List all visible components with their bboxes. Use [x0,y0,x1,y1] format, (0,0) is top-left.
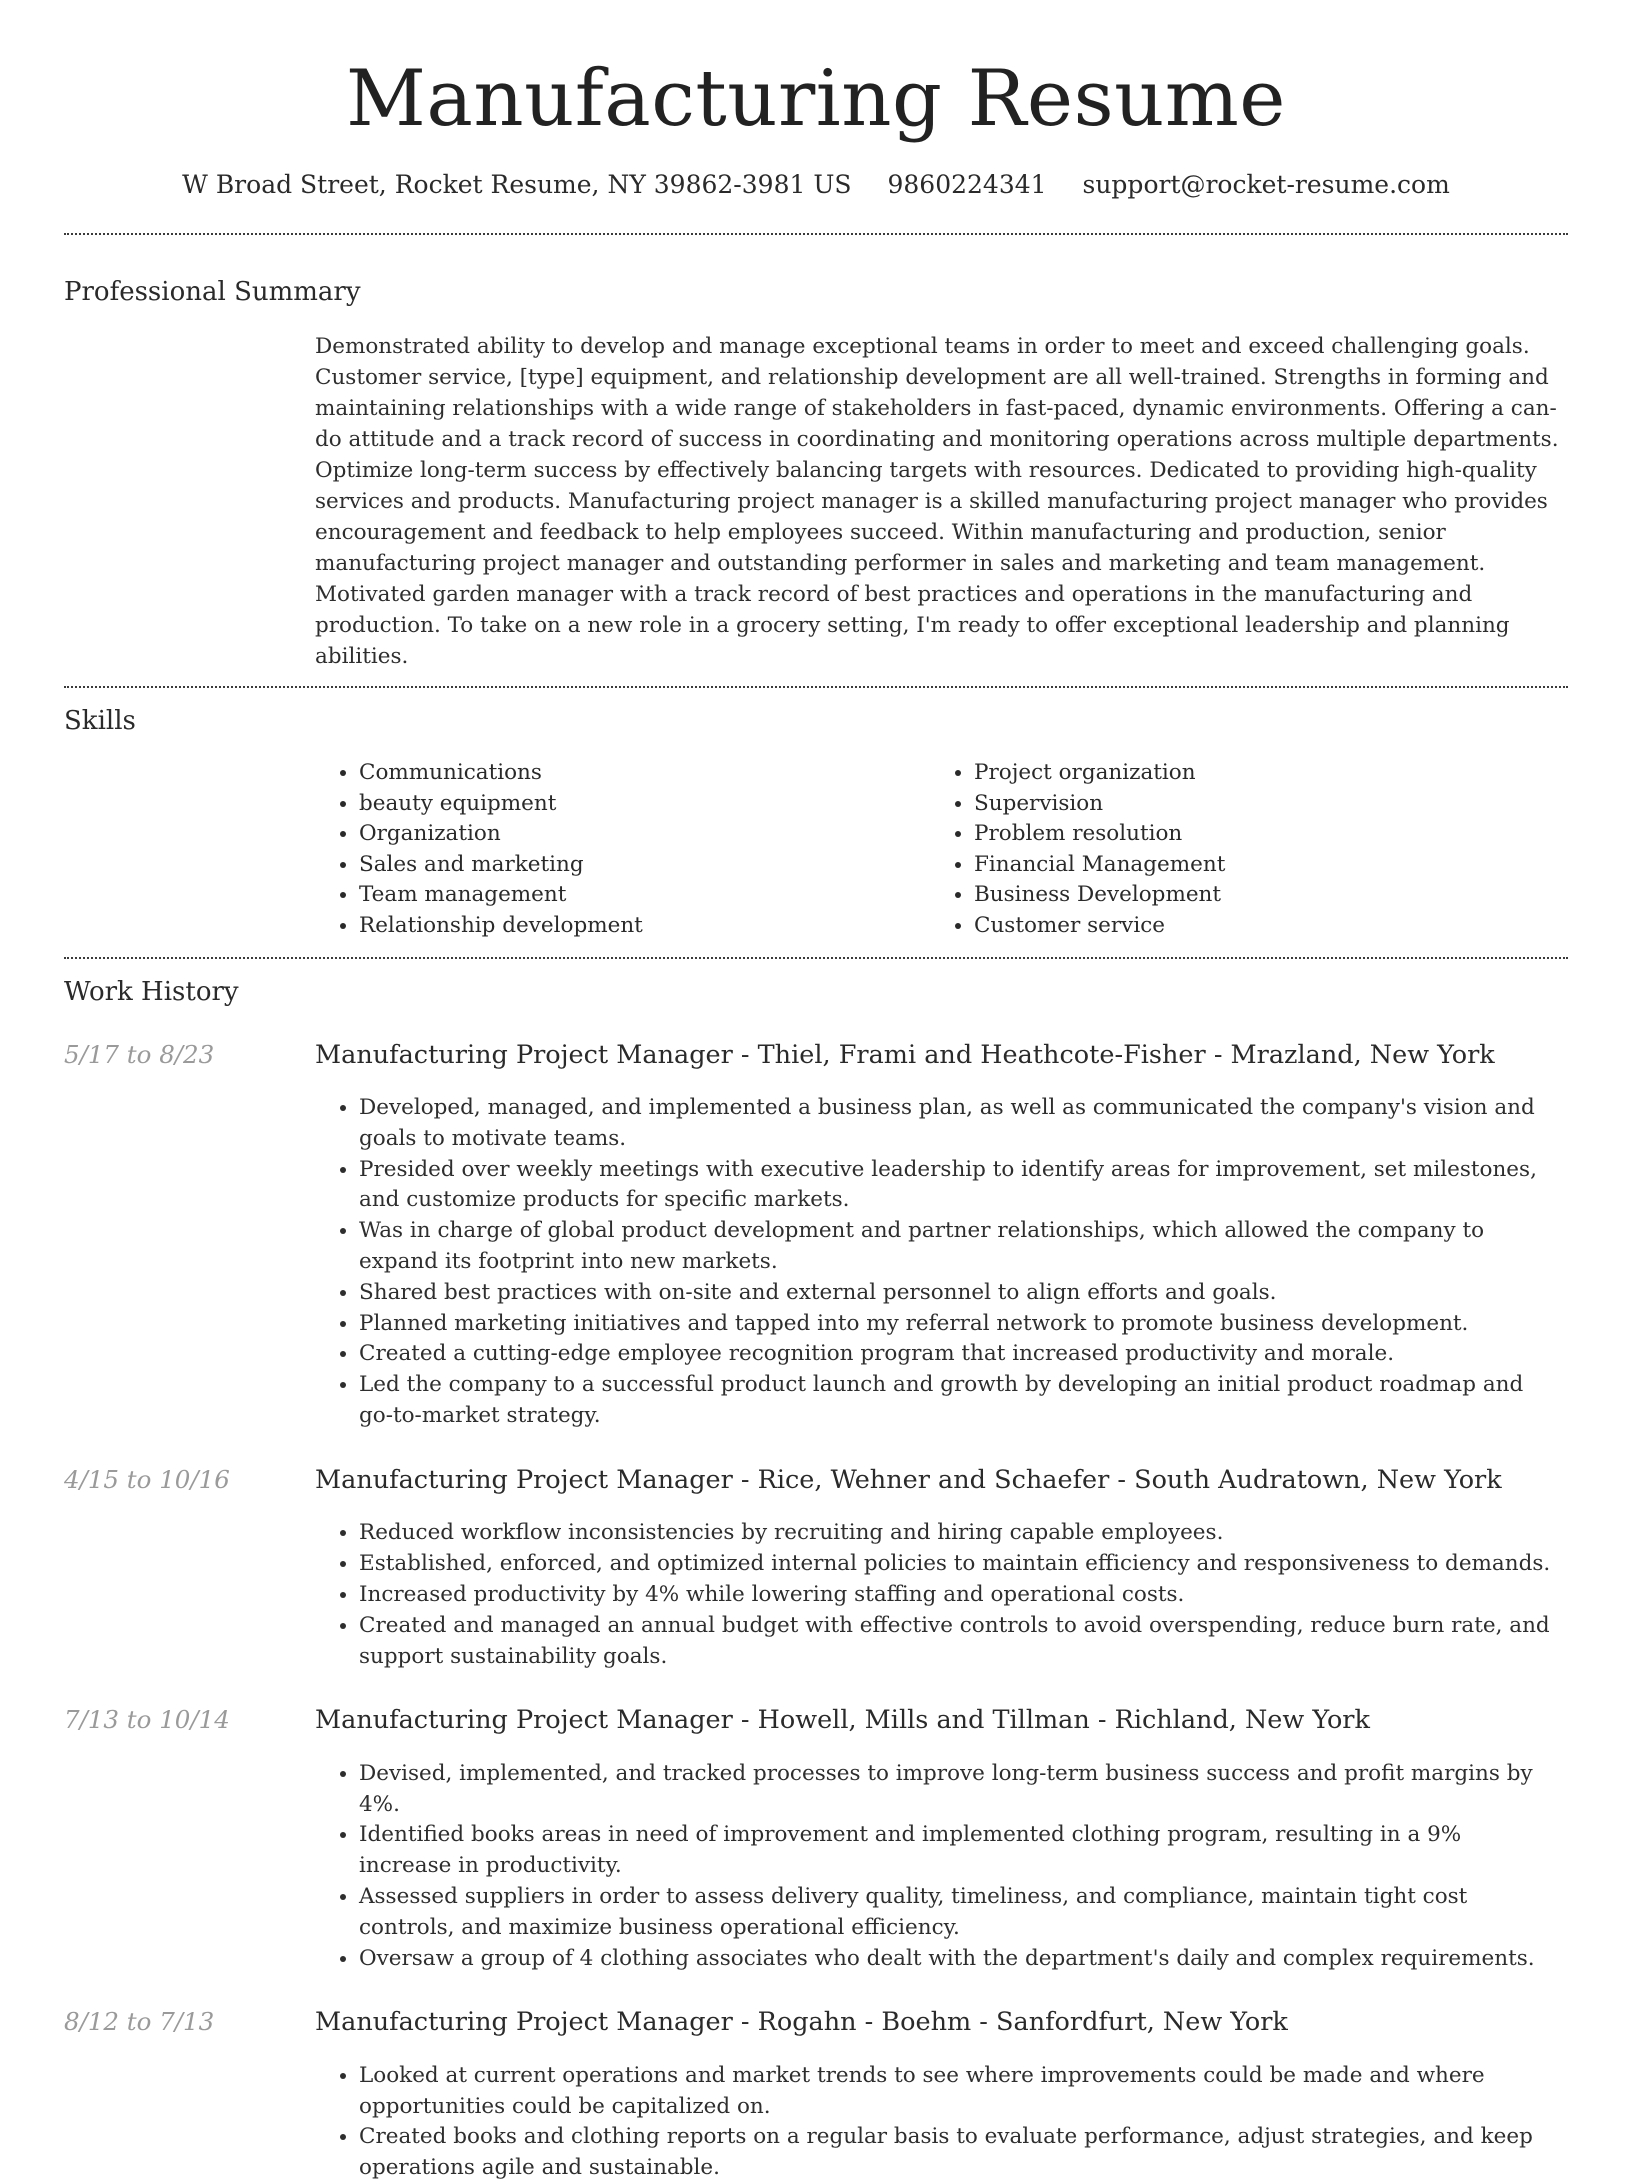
summary-text: Demonstrated ability to develop and manage exceptional teams in order to meet and exceed challenging goals. Customer service, [type] equipment, and relationship development are all well-trained. Strengths in forming and maintaining relationships with a wide range of stakeholders in fast-paced, dynamic environments. Offering a can-do attitude and a track record of success in coordinating and monitoring operations across multiple departments. Optimize long-term success by effectively balancing targets with resources. Dedicated to providing high-quality services and products. Manufacturing project manager is a skilled manufacturing project manager who provides encouragement and feedback to help employees succeed. Within manufacturing and production, senior manufacturing project manager and outstanding performer in sales and marketing and team management. Motivated garden manager with a track record of best practices and operations in the manufacturing and production. To take on a new role in a grocery setting, I'm ready to offer exceptional leadership and planning abilities. [315,334,1559,669]
job-bullet: • Created and managed an annual budget with effective controls to avoid overspending, reduce burn rate, and support sustainability goals. [359,1611,1568,1673]
job-bullet: • Was in charge of global product development and partner relationships, which allowed the company to expand its footprint into new markets. [359,1216,1568,1278]
skill-item: • Financial Management [974,850,1568,881]
skill-item: • Communications [359,758,930,789]
resume-name: Manufacturing Resume [346,54,1286,144]
skills-list-right [930,758,1568,942]
job-heading: Manufacturing Project Manager - Thiel, Frami and Heathcote-Fisher - Mrazland, New York [315,1039,1495,1070]
contact-address: W Broad Street, Rocket Resume, NY 39862-3981 US [182,170,852,199]
job-bullets [315,1759,1568,1975]
job-bullet: • Presided over weekly meetings with executive leadership to identify areas for improvement, set milestones, and customize products for specific markets. [359,1155,1568,1217]
section-divider [64,686,1568,688]
job-dates: 4/15 to 10/16 [64,1464,230,1494]
section-divider [64,957,1568,959]
job-bullet: • Led the company to a successful product launch and growth by developing an initial product roadmap and go-to-market strategy. [359,1370,1568,1432]
skill-item: • Customer service [974,911,1568,942]
skill-item: • Supervision [974,789,1568,820]
job-dates: 5/17 to 8/23 [64,1039,215,1069]
skill-item: • Organization [359,819,930,850]
job-bullet: • Reduced workflow inconsistencies by recruiting and hiring capable employees. [359,1518,1568,1549]
skills-list-left [315,758,930,942]
job-bullet: • Increased productivity by 4% while lowering staffing and operational costs. [359,1580,1568,1611]
resume-page [64,0,1568,2184]
job-bullet: • Assessed suppliers in order to assess delivery quality, timeliness, and compliance, maintain tight cost controls, and maximize business operational efficiency. [359,1882,1568,1944]
work-history-title: Work History [64,976,239,1007]
job-bullet: • Devised, implemented, and tracked processes to improve long-term business success and profit margins by 4%. [359,1759,1568,1821]
job-bullet: • Planned marketing initiatives and tapped into my referral network to promote business development. [359,1309,1568,1340]
job-dates: 7/13 to 10/14 [64,1705,230,1735]
job-heading: Manufacturing Project Manager - Rice, Wehner and Schaefer - South Audratown, New York [315,1464,1502,1495]
skill-item: • Business Development [974,880,1568,911]
contact-email: support@rocket-resume.com [1082,170,1450,199]
contact-phone: 9860224341 [887,170,1047,199]
job-entry [64,1705,1568,1974]
job-entry [64,1464,1568,1672]
skills-grid [315,758,1568,942]
job-entry [64,1039,1568,1432]
summary-title: Professional Summary [64,277,361,307]
job-bullets [315,1518,1568,1672]
contact-line [64,172,1568,197]
job-bullet: • Established, enforced, and optimized internal policies to maintain efficiency and responsiveness to demands. [359,1549,1568,1580]
section-divider [64,233,1568,235]
job-dates: 8/12 to 7/13 [64,2007,215,2037]
skill-item: • Team management [359,880,930,911]
job-bullet: • Shared best practices with on-site and external personnel to align efforts and goals. [359,1278,1568,1309]
job-heading: Manufacturing Project Manager - Rogahn - Boehm - Sanfordfurt, New York [315,2007,1288,2038]
job-entry [64,2007,1568,2184]
job-bullets [315,1093,1568,1432]
job-bullet: • Oversaw a group of 4 clothing associates who dealt with the department's daily and complex requirements. [359,1944,1568,1975]
job-bullet: • Looked at current operations and market trends to see where improvements could be made and where opportunities could be capitalized on. [359,2061,1568,2123]
skill-item: • Relationship development [359,911,930,942]
skill-item: • Project organization [974,758,1568,789]
job-bullet: • Created books and clothing reports on a regular basis to evaluate performance, adjust strategies, and keep operations agile and sustainable. [359,2122,1568,2184]
job-bullet: • Identified books areas in need of improvement and implemented clothing program, resulting in a 9% increase in productivity. [359,1820,1568,1882]
job-heading: Manufacturing Project Manager - Howell, Mills and Tillman - Richland, New York [315,1705,1370,1736]
skill-item: • Problem resolution [974,819,1568,850]
skill-item: • Sales and marketing [359,850,930,881]
skill-item: • beauty equipment [359,789,930,820]
job-bullet: • Developed, managed, and implemented a business plan, as well as communicated the company's vision and goals to motivate teams. [359,1093,1568,1155]
job-bullets [315,2061,1568,2184]
job-bullet: • Created a cutting-edge employee recognition program that increased productivity and morale. [359,1339,1568,1370]
skills-title: Skills [64,706,136,736]
